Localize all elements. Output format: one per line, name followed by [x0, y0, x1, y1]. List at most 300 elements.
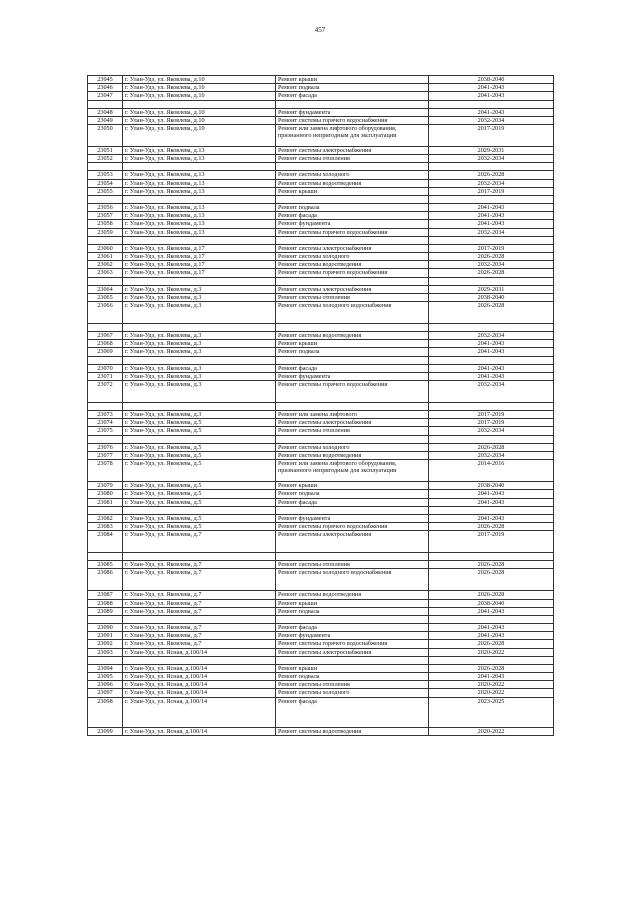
row-number: 23093 — [88, 648, 123, 656]
table-row — [88, 531, 554, 553]
row-number: 23070 — [88, 364, 123, 372]
row-number: 23077 — [88, 451, 123, 459]
address-cell: г. Улан-Удэ, ул. Яковлева, д.5 — [123, 522, 276, 530]
work-type-cell: Ремонт фасада — [276, 697, 429, 727]
empty-cell — [429, 277, 554, 285]
row-number: 23071 — [88, 372, 123, 380]
empty-cell — [276, 435, 429, 443]
row-number: 23057 — [88, 212, 123, 220]
empty-cell — [276, 100, 429, 108]
empty-cell — [429, 553, 554, 561]
table-row — [88, 427, 554, 435]
row-number: 23088 — [88, 599, 123, 607]
address-cell: г. Улан-Удэ, ул. Яковлева, д.3 — [123, 285, 276, 293]
address-cell: г. Улан-Удэ, ул. Ясная, д.100/14 — [123, 681, 276, 689]
period-cell: 2032-2034 — [429, 155, 554, 163]
period-cell: 2041-2043 — [429, 514, 554, 522]
period-cell: 2026-2028 — [429, 253, 554, 261]
row-number: 23066 — [88, 302, 123, 324]
period-cell: 2041-2043 — [429, 92, 554, 100]
table-row — [88, 599, 554, 607]
address-cell: г. Улан-Удэ, ул. Яковлева, д.7 — [123, 599, 276, 607]
address-cell: г. Улан-Удэ, ул. Яковлева, д.3 — [123, 332, 276, 340]
period-cell: 2041-2043 — [429, 84, 554, 92]
work-type-cell: Ремонт системы водоотведения — [276, 591, 429, 599]
row-number: 23050 — [88, 125, 123, 147]
empty-cell — [88, 506, 123, 514]
empty-cell — [123, 656, 276, 664]
address-cell: г. Улан-Удэ, ул. Ясная, д.100/14 — [123, 689, 276, 697]
table-row — [88, 340, 554, 348]
row-number: 23058 — [88, 220, 123, 228]
work-type-cell: Ремонт подвала — [276, 490, 429, 498]
empty-cell — [276, 324, 429, 332]
row-number: 23064 — [88, 285, 123, 293]
address-cell: г. Улан-Удэ, ул. Яковлева, д.7 — [123, 531, 276, 553]
period-cell: 2032-2034 — [429, 381, 554, 403]
period-cell: 2032-2034 — [429, 179, 554, 187]
spacer-row — [88, 356, 554, 364]
period-cell: 2041-2043 — [429, 372, 554, 380]
period-cell: 2041-2043 — [429, 672, 554, 680]
work-type-cell: Ремонт фасада — [276, 498, 429, 506]
period-cell: 2032-2034 — [429, 427, 554, 435]
empty-cell — [429, 435, 554, 443]
work-type-cell: Ремонт фундамента — [276, 372, 429, 380]
table-row — [88, 419, 554, 427]
work-type-cell: Ремонт подвала — [276, 204, 429, 212]
empty-cell — [88, 324, 123, 332]
table-row — [88, 84, 554, 92]
table-row — [88, 187, 554, 195]
row-number: 23075 — [88, 427, 123, 435]
empty-cell — [123, 403, 276, 411]
address-cell: г. Улан-Удэ, ул. Яковлева, д.7 — [123, 623, 276, 631]
table-row — [88, 689, 554, 697]
address-cell: г. Улан-Удэ, ул. Яковлева, д.10 — [123, 92, 276, 100]
table-row — [88, 443, 554, 451]
address-cell: г. Улан-Удэ, ул. Яковлева, д.10 — [123, 108, 276, 116]
spacer-row — [88, 435, 554, 443]
work-type-cell: Ремонт системы горячего водоснабжения — [276, 228, 429, 236]
table-row — [88, 561, 554, 569]
row-number: 23072 — [88, 381, 123, 403]
spacer-row — [88, 196, 554, 204]
work-type-cell: Ремонт или замена лифтового оборудования, признанного непригодным для эксплуатации — [276, 460, 429, 482]
period-cell: 2017-2019 — [429, 411, 554, 419]
address-cell: г. Улан-Удэ, ул. Яковлева, д.17 — [123, 244, 276, 252]
row-number: 23097 — [88, 689, 123, 697]
period-cell: 2029-2031 — [429, 285, 554, 293]
address-cell: г. Улан-Удэ, ул. Яковлева, д.3 — [123, 302, 276, 324]
table-row — [88, 697, 554, 727]
period-cell: 2041-2043 — [429, 204, 554, 212]
address-cell: г. Улан-Удэ, ул. Яковлева, д.7 — [123, 632, 276, 640]
work-type-cell: Ремонт фасада — [276, 364, 429, 372]
row-number: 23067 — [88, 332, 123, 340]
row-number: 23085 — [88, 561, 123, 569]
table-row — [88, 490, 554, 498]
work-type-cell: Ремонт системы электроснабжения — [276, 419, 429, 427]
spacer-row — [88, 656, 554, 664]
period-cell: 2017-2019 — [429, 419, 554, 427]
address-cell: г. Улан-Удэ, ул. Яковлева, д.7 — [123, 569, 276, 591]
spacer-row — [88, 277, 554, 285]
table-row — [88, 269, 554, 277]
table-row — [88, 569, 554, 591]
empty-cell — [123, 435, 276, 443]
work-type-cell: Ремонт фасада — [276, 212, 429, 220]
period-cell: 2038-2040 — [429, 482, 554, 490]
empty-cell — [88, 196, 123, 204]
table-row — [88, 228, 554, 236]
work-type-cell: Ремонт фундамента — [276, 514, 429, 522]
table-row — [88, 76, 554, 84]
work-type-cell: Ремонт фундамента — [276, 220, 429, 228]
row-number: 23062 — [88, 261, 123, 269]
address-cell: г. Улан-Удэ, ул. Яковлева, д.13 — [123, 171, 276, 179]
table-row — [88, 108, 554, 116]
table-row — [88, 244, 554, 252]
table-row — [88, 411, 554, 419]
empty-cell — [429, 403, 554, 411]
table-row — [88, 212, 554, 220]
address-cell: г. Улан-Удэ, ул. Яковлева, д.13 — [123, 187, 276, 195]
row-number: 23054 — [88, 179, 123, 187]
spacer-row — [88, 100, 554, 108]
address-cell: г. Улан-Удэ, ул. Ясная, д.100/14 — [123, 672, 276, 680]
work-type-cell: Ремонт крыши — [276, 187, 429, 195]
table-row — [88, 285, 554, 293]
period-cell: 2038-2040 — [429, 599, 554, 607]
row-number: 23086 — [88, 569, 123, 591]
table-row — [88, 332, 554, 340]
work-type-cell: Ремонт системы отопления — [276, 681, 429, 689]
spacer-row — [88, 553, 554, 561]
work-type-cell: Ремонт системы холодного — [276, 253, 429, 261]
row-number: 23063 — [88, 269, 123, 277]
empty-cell — [429, 236, 554, 244]
row-number: 23056 — [88, 204, 123, 212]
empty-cell — [276, 506, 429, 514]
period-cell: 2020-2022 — [429, 681, 554, 689]
empty-cell — [429, 356, 554, 364]
empty-cell — [88, 163, 123, 171]
address-cell: г. Улан-Удэ, ул. Яковлева, д.13 — [123, 220, 276, 228]
empty-cell — [429, 100, 554, 108]
address-cell: г. Улан-Удэ, ул. Яковлева, д.13 — [123, 204, 276, 212]
address-cell: г. Улан-Удэ, ул. Яковлева, д.5 — [123, 443, 276, 451]
work-type-cell: Ремонт системы отопления — [276, 427, 429, 435]
period-cell: 2032-2034 — [429, 228, 554, 236]
work-type-cell: Ремонт подвала — [276, 672, 429, 680]
table-row — [88, 681, 554, 689]
period-cell: 2017-2019 — [429, 187, 554, 195]
work-type-cell: Ремонт подвала — [276, 607, 429, 615]
row-number: 23094 — [88, 664, 123, 672]
period-cell: 2026-2028 — [429, 171, 554, 179]
address-cell: г. Улан-Удэ, ул. Яковлева, д.3 — [123, 381, 276, 403]
empty-cell — [429, 615, 554, 623]
work-type-cell: Ремонт крыши — [276, 340, 429, 348]
address-cell: г. Улан-Удэ, ул. Яковлева, д.10 — [123, 125, 276, 147]
row-number: 23089 — [88, 607, 123, 615]
period-cell: 2026-2028 — [429, 664, 554, 672]
address-cell: г. Улан-Удэ, ул. Яковлева, д.7 — [123, 607, 276, 615]
empty-cell — [429, 196, 554, 204]
work-type-cell: Ремонт системы электроснабжения — [276, 244, 429, 252]
period-cell: 2026-2028 — [429, 443, 554, 451]
empty-cell — [276, 356, 429, 364]
table-row — [88, 640, 554, 648]
table-row — [88, 92, 554, 100]
work-type-cell: Ремонт системы электроснабжения — [276, 285, 429, 293]
work-type-cell: Ремонт системы горячего водоснабжения — [276, 269, 429, 277]
empty-cell — [88, 356, 123, 364]
address-cell: г. Улан-Удэ, ул. Яковлева, д.5 — [123, 451, 276, 459]
work-type-cell: Ремонт или замена лифтового оборудования, признанного непригодным для эксплуатации — [276, 125, 429, 147]
table-row — [88, 381, 554, 403]
row-number: 23073 — [88, 411, 123, 419]
table-row — [88, 482, 554, 490]
row-number: 23051 — [88, 147, 123, 155]
row-number: 23052 — [88, 155, 123, 163]
empty-cell — [123, 615, 276, 623]
row-number: 23087 — [88, 591, 123, 599]
work-type-cell: Ремонт крыши — [276, 482, 429, 490]
empty-cell — [276, 656, 429, 664]
table-row — [88, 179, 554, 187]
address-cell: г. Улан-Удэ, ул. Яковлева, д.7 — [123, 640, 276, 648]
address-cell: г. Улан-Удэ, ул. Яковлева, д.13 — [123, 228, 276, 236]
work-type-cell: Ремонт или замена лифтового — [276, 411, 429, 419]
row-number: 23090 — [88, 623, 123, 631]
empty-cell — [88, 553, 123, 561]
address-cell: г. Улан-Удэ, ул. Яковлева, д.5 — [123, 490, 276, 498]
row-number: 23083 — [88, 522, 123, 530]
work-type-cell: Ремонт системы электроснабжения — [276, 531, 429, 553]
table-row — [88, 632, 554, 640]
work-type-cell: Ремонт системы горячего водоснабжения — [276, 640, 429, 648]
work-type-cell: Ремонт системы водоотведения — [276, 179, 429, 187]
address-cell: г. Улан-Удэ, ул. Яковлева, д.3 — [123, 348, 276, 356]
period-cell: 2026-2028 — [429, 561, 554, 569]
row-number: 23079 — [88, 482, 123, 490]
table-row — [88, 147, 554, 155]
work-type-cell: Ремонт фундамента — [276, 632, 429, 640]
address-cell: г. Улан-Удэ, ул. Яковлева, д.3 — [123, 411, 276, 419]
work-type-cell: Ремонт системы холодного — [276, 171, 429, 179]
row-number: 23045 — [88, 76, 123, 84]
table-row — [88, 607, 554, 615]
address-cell: г. Улан-Удэ, ул. Яковлева, д.5 — [123, 482, 276, 490]
table-row — [88, 220, 554, 228]
period-cell: 2041-2043 — [429, 364, 554, 372]
period-cell: 2041-2043 — [429, 607, 554, 615]
work-type-cell: Ремонт крыши — [276, 664, 429, 672]
period-cell: 2020-2022 — [429, 648, 554, 656]
address-cell: г. Улан-Удэ, ул. Яковлева, д.3 — [123, 364, 276, 372]
work-type-cell: Ремонт системы отопления — [276, 155, 429, 163]
table-row — [88, 664, 554, 672]
row-number: 23053 — [88, 171, 123, 179]
table-row — [88, 348, 554, 356]
period-cell: 2041-2043 — [429, 498, 554, 506]
period-cell: 2041-2043 — [429, 108, 554, 116]
empty-cell — [123, 356, 276, 364]
period-cell: 2017-2019 — [429, 531, 554, 553]
period-cell: 2020-2022 — [429, 727, 554, 735]
address-cell: г. Улан-Удэ, ул. Яковлева, д.3 — [123, 372, 276, 380]
work-type-cell: Ремонт системы горячего водоснабжения — [276, 381, 429, 403]
period-cell: 2017-2019 — [429, 244, 554, 252]
address-cell: г. Улан-Удэ, ул. Яковлева, д.3 — [123, 293, 276, 301]
empty-cell — [88, 656, 123, 664]
spacer-row — [88, 163, 554, 171]
work-type-cell: Ремонт системы водоотведения — [276, 332, 429, 340]
work-type-cell: Ремонт системы отопления — [276, 561, 429, 569]
address-cell: г. Улан-Удэ, ул. Яковлева, д.17 — [123, 269, 276, 277]
row-number: 23055 — [88, 187, 123, 195]
empty-cell — [88, 403, 123, 411]
table-row — [88, 253, 554, 261]
empty-cell — [123, 506, 276, 514]
table-row — [88, 514, 554, 522]
row-number: 23084 — [88, 531, 123, 553]
row-number: 23081 — [88, 498, 123, 506]
empty-cell — [429, 163, 554, 171]
table-row — [88, 372, 554, 380]
row-number: 23048 — [88, 108, 123, 116]
period-cell: 2026-2028 — [429, 522, 554, 530]
table-row — [88, 591, 554, 599]
address-cell: г. Улан-Удэ, ул. Яковлева, д.13 — [123, 155, 276, 163]
row-number: 23060 — [88, 244, 123, 252]
row-number: 23046 — [88, 84, 123, 92]
row-number: 23080 — [88, 490, 123, 498]
table-row — [88, 498, 554, 506]
work-type-cell: Ремонт системы холодного водоснабжения — [276, 302, 429, 324]
address-cell: г. Улан-Удэ, ул. Яковлева, д.5 — [123, 460, 276, 482]
address-cell: г. Улан-Удэ, ул. Яковлева, д.3 — [123, 340, 276, 348]
table-row — [88, 155, 554, 163]
row-number: 23091 — [88, 632, 123, 640]
empty-cell — [276, 553, 429, 561]
period-cell: 2041-2043 — [429, 632, 554, 640]
table-row — [88, 672, 554, 680]
address-cell: г. Улан-Удэ, ул. Яковлева, д.10 — [123, 116, 276, 124]
table-row — [88, 125, 554, 147]
row-number: 23049 — [88, 116, 123, 124]
row-number: 23078 — [88, 460, 123, 482]
empty-cell — [429, 656, 554, 664]
period-cell: 2026-2028 — [429, 640, 554, 648]
period-cell: 2026-2028 — [429, 569, 554, 591]
period-cell: 2017-2019 — [429, 125, 554, 147]
work-type-cell: Ремонт подвала — [276, 84, 429, 92]
empty-cell — [123, 100, 276, 108]
table-row — [88, 648, 554, 656]
period-cell: 2032-2034 — [429, 332, 554, 340]
empty-cell — [123, 277, 276, 285]
empty-cell — [123, 236, 276, 244]
work-type-cell: Ремонт системы водоотведения — [276, 727, 429, 735]
work-type-cell: Ремонт подвала — [276, 348, 429, 356]
work-type-cell: Ремонт системы электроснабжения — [276, 147, 429, 155]
table-row — [88, 116, 554, 124]
period-cell: 2026-2028 — [429, 269, 554, 277]
address-cell: г. Улан-Удэ, ул. Яковлева, д.10 — [123, 84, 276, 92]
repair-schedule-table — [87, 75, 554, 736]
row-number: 23099 — [88, 727, 123, 735]
empty-cell — [123, 163, 276, 171]
spacer-row — [88, 615, 554, 623]
period-cell: 2038-2040 — [429, 293, 554, 301]
empty-cell — [88, 236, 123, 244]
spacer-row — [88, 324, 554, 332]
table-row — [88, 364, 554, 372]
period-cell: 2032-2034 — [429, 116, 554, 124]
empty-cell — [123, 553, 276, 561]
period-cell: 2029-2031 — [429, 147, 554, 155]
empty-cell — [88, 615, 123, 623]
period-cell: 2032-2034 — [429, 451, 554, 459]
period-cell: 2041-2043 — [429, 348, 554, 356]
address-cell: г. Улан-Удэ, ул. Яковлева, д.17 — [123, 261, 276, 269]
spacer-row — [88, 236, 554, 244]
table-row — [88, 460, 554, 482]
empty-cell — [276, 236, 429, 244]
address-cell: г. Улан-Удэ, ул. Яковлева, д.13 — [123, 147, 276, 155]
empty-cell — [88, 100, 123, 108]
empty-cell — [429, 506, 554, 514]
empty-cell — [88, 277, 123, 285]
work-type-cell: Ремонт системы холодного — [276, 443, 429, 451]
period-cell: 2041-2043 — [429, 340, 554, 348]
address-cell: г. Улан-Удэ, ул. Ясная, д.100/14 — [123, 648, 276, 656]
work-type-cell: Ремонт крыши — [276, 599, 429, 607]
empty-cell — [276, 196, 429, 204]
row-number: 23069 — [88, 348, 123, 356]
period-cell: 2041-2043 — [429, 220, 554, 228]
empty-cell — [276, 403, 429, 411]
address-cell: г. Улан-Удэ, ул. Ясная, д.100/14 — [123, 727, 276, 735]
table-row — [88, 204, 554, 212]
row-number: 23074 — [88, 419, 123, 427]
period-cell: 2026-2028 — [429, 302, 554, 324]
work-type-cell: Ремонт фасада — [276, 92, 429, 100]
row-number: 23092 — [88, 640, 123, 648]
address-cell: г. Улан-Удэ, ул. Яковлева, д.7 — [123, 591, 276, 599]
period-cell: 2026-2028 — [429, 591, 554, 599]
table-row — [88, 727, 554, 735]
table-row — [88, 293, 554, 301]
address-cell: г. Улан-Удэ, ул. Яковлева, д.5 — [123, 427, 276, 435]
address-cell: г. Улан-Удэ, ул. Яковлева, д.5 — [123, 419, 276, 427]
work-type-cell: Ремонт системы водоотведения — [276, 261, 429, 269]
period-cell: 2041-2043 — [429, 623, 554, 631]
row-number: 23059 — [88, 228, 123, 236]
table-row — [88, 302, 554, 324]
row-number: 23061 — [88, 253, 123, 261]
table-row — [88, 261, 554, 269]
work-type-cell: Ремонт системы водоотведения — [276, 451, 429, 459]
table-row — [88, 522, 554, 530]
empty-cell — [123, 196, 276, 204]
address-cell: г. Улан-Удэ, ул. Ясная, д.100/14 — [123, 697, 276, 727]
table-row — [88, 171, 554, 179]
address-cell: г. Улан-Удэ, ул. Яковлева, д.10 — [123, 76, 276, 84]
